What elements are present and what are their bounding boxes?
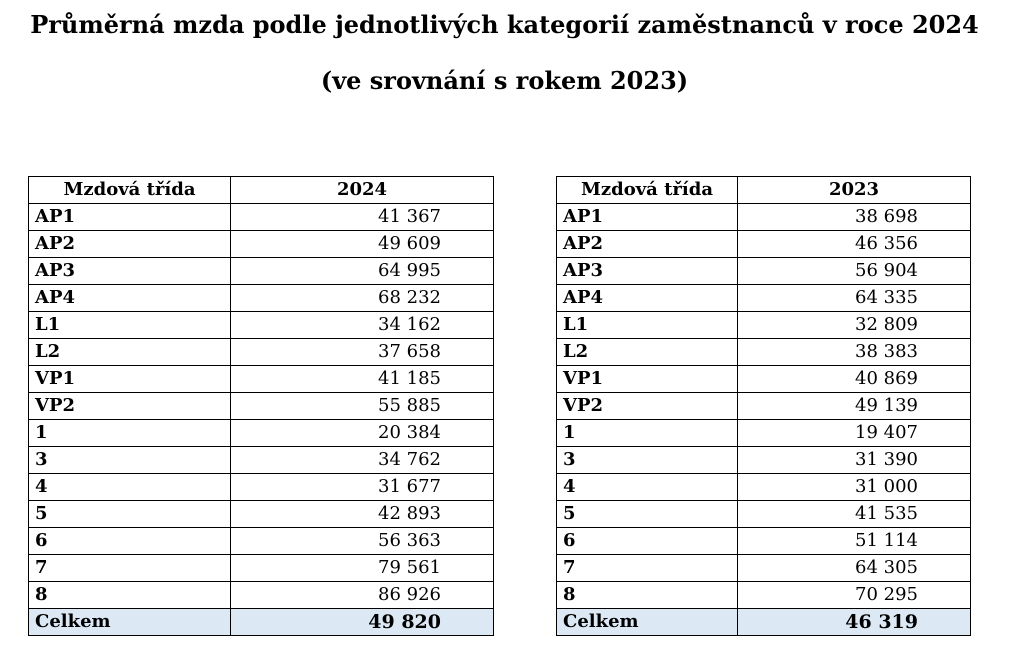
average-wage-value: 34 162 — [231, 312, 494, 339]
table-row — [557, 258, 971, 285]
average-wage-value: 20 384 — [231, 420, 494, 447]
wage-table-2023 — [556, 176, 971, 636]
wage-class-label: L1 — [557, 312, 738, 339]
table-row — [29, 420, 494, 447]
table-row — [29, 393, 494, 420]
wage-class-label: 4 — [557, 474, 738, 501]
table-row — [29, 258, 494, 285]
wage-class-label: AP1 — [557, 204, 738, 231]
total-value: 49 820 — [231, 609, 494, 636]
wage-class-label: L1 — [29, 312, 231, 339]
average-wage-value: 64 335 — [738, 285, 971, 312]
table-row — [557, 501, 971, 528]
wage-class-label: 4 — [29, 474, 231, 501]
table-row — [29, 312, 494, 339]
average-wage-value: 31 390 — [738, 447, 971, 474]
table-row — [29, 339, 494, 366]
table-row — [557, 339, 971, 366]
page-subtitle: (ve srovnání s rokem 2023) — [320, 66, 689, 95]
wage-class-label: L2 — [29, 339, 231, 366]
average-wage-value: 38 383 — [738, 339, 971, 366]
wage-class-label: 7 — [29, 555, 231, 582]
header-year: 2024 — [231, 177, 494, 204]
table-row — [29, 447, 494, 474]
table-row — [29, 582, 494, 609]
table-row — [557, 420, 971, 447]
wage-class-label: VP1 — [557, 366, 738, 393]
average-wage-value: 55 885 — [231, 393, 494, 420]
average-wage-value: 34 762 — [231, 447, 494, 474]
average-wage-value: 46 356 — [738, 231, 971, 258]
wage-class-label: VP1 — [29, 366, 231, 393]
wage-class-label: 5 — [557, 501, 738, 528]
table-body — [557, 204, 971, 636]
table-row — [557, 474, 971, 501]
wage-class-label: AP2 — [29, 231, 231, 258]
wage-class-label: L2 — [557, 339, 738, 366]
average-wage-value: 41 367 — [231, 204, 494, 231]
table-row — [557, 393, 971, 420]
average-wage-value: 42 893 — [231, 501, 494, 528]
table-row — [557, 204, 971, 231]
average-wage-value: 56 904 — [738, 258, 971, 285]
average-wage-value: 38 698 — [738, 204, 971, 231]
wage-class-label: 7 — [557, 555, 738, 582]
average-wage-value: 49 139 — [738, 393, 971, 420]
average-wage-value: 68 232 — [231, 285, 494, 312]
table-row — [29, 366, 494, 393]
table-row — [29, 285, 494, 312]
average-wage-value: 64 305 — [738, 555, 971, 582]
table-body — [29, 204, 494, 636]
table-row — [29, 474, 494, 501]
table-row — [557, 312, 971, 339]
table-row — [557, 582, 971, 609]
table-row — [29, 231, 494, 258]
wage-class-label: AP2 — [557, 231, 738, 258]
average-wage-value: 31 677 — [231, 474, 494, 501]
wage-class-label: 3 — [557, 447, 738, 474]
wage-class-label: AP3 — [29, 258, 231, 285]
average-wage-value: 70 295 — [738, 582, 971, 609]
average-wage-value: 79 561 — [231, 555, 494, 582]
header-wage-class: Mzdová třída — [557, 177, 738, 204]
average-wage-value: 31 000 — [738, 474, 971, 501]
wage-class-label: AP1 — [29, 204, 231, 231]
table-row — [557, 366, 971, 393]
wage-class-label: 8 — [29, 582, 231, 609]
wage-class-label: 6 — [557, 528, 738, 555]
wage-class-label: 6 — [29, 528, 231, 555]
table-row — [29, 204, 494, 231]
average-wage-value: 41 185 — [231, 366, 494, 393]
wage-class-label: AP3 — [557, 258, 738, 285]
wage-table-2024 — [28, 176, 494, 636]
table-row — [557, 528, 971, 555]
total-value: 46 319 — [738, 609, 971, 636]
wage-class-label: VP2 — [557, 393, 738, 420]
total-row — [557, 609, 971, 636]
average-wage-value: 86 926 — [231, 582, 494, 609]
table-row — [557, 447, 971, 474]
wage-class-label: 1 — [557, 420, 738, 447]
wage-class-label: AP4 — [557, 285, 738, 312]
average-wage-value: 51 114 — [738, 528, 971, 555]
header-wage-class: Mzdová třída — [29, 177, 231, 204]
total-label: Celkem — [29, 609, 231, 636]
wage-class-label: 5 — [29, 501, 231, 528]
table-header-row — [557, 177, 971, 204]
wage-class-label: AP4 — [29, 285, 231, 312]
wage-class-label: VP2 — [29, 393, 231, 420]
average-wage-value: 32 809 — [738, 312, 971, 339]
wage-class-label: 8 — [557, 582, 738, 609]
wage-class-label: 3 — [29, 447, 231, 474]
table-header-row — [29, 177, 494, 204]
table-row — [29, 555, 494, 582]
table-row — [557, 555, 971, 582]
header-year: 2023 — [738, 177, 971, 204]
average-wage-value: 49 609 — [231, 231, 494, 258]
table-row — [557, 285, 971, 312]
average-wage-value: 40 869 — [738, 366, 971, 393]
average-wage-value: 37 658 — [231, 339, 494, 366]
average-wage-value: 64 995 — [231, 258, 494, 285]
total-label: Celkem — [557, 609, 738, 636]
table-row — [29, 501, 494, 528]
average-wage-value: 41 535 — [738, 501, 971, 528]
table-row — [29, 528, 494, 555]
total-row — [29, 609, 494, 636]
average-wage-value: 56 363 — [231, 528, 494, 555]
average-wage-value: 19 407 — [738, 420, 971, 447]
wage-class-label: 1 — [29, 420, 231, 447]
page-title: Průměrná mzda podle jednotlivých kategorií zaměstnanců v roce 2024 — [30, 10, 979, 39]
table-row — [557, 231, 971, 258]
